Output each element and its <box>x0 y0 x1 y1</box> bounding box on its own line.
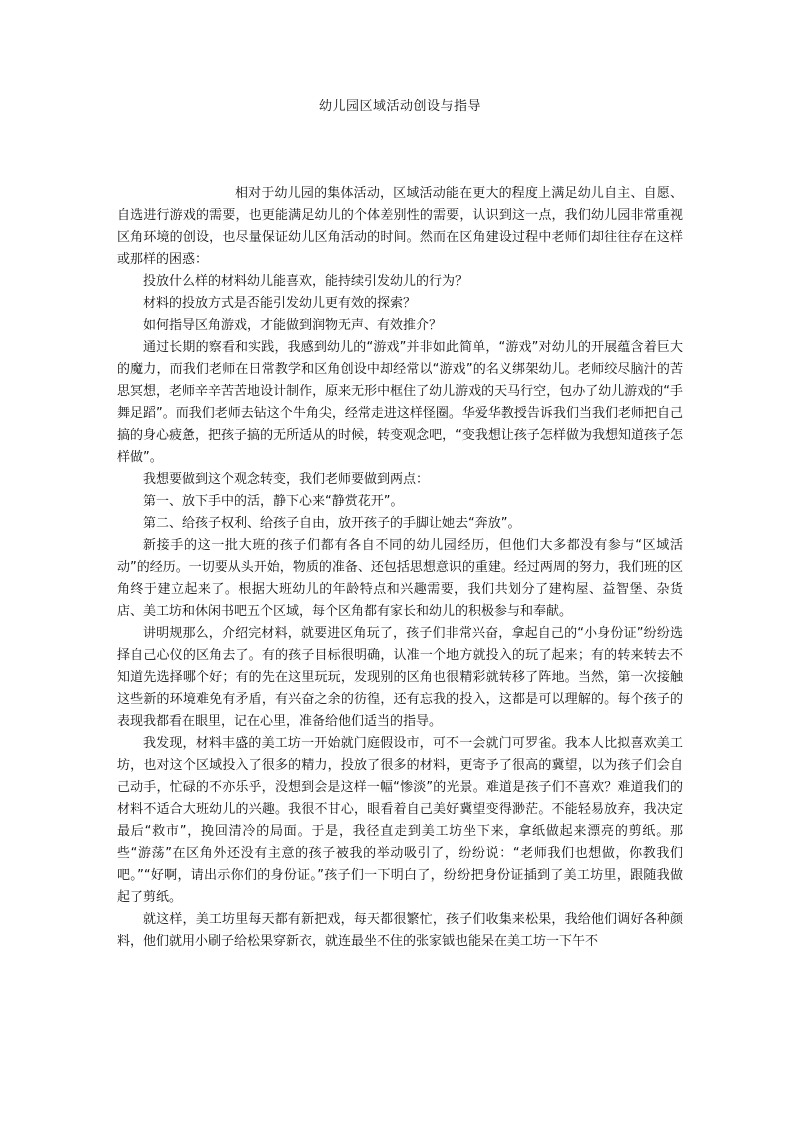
paragraph-point-2: 第二、给孩子权利、给孩子自由，放开孩子的手脚让她去“奔放”。 <box>143 516 521 531</box>
paragraph-point-1: 第一、放下手中的活，静下心来“静赏花开”。 <box>143 494 404 509</box>
paragraph-new-class: 新接手的这一批大班的孩子们都有各自不同的幼儿园经历，但他们大多都没有参与“区域活动”的经历。一切要从头开始，物质的准备、还包括思想意识的重建。经过两周的努力，我们班的区角终于建立起来了。根据大班幼儿的年龄特点和兴趣需要，我们共划分了建构屋、益智堡、杂货店、美工坊和休闲书吧五个区域，每个区角都有家长和幼儿的积极参与和奉献。 <box>117 538 683 619</box>
paragraph-daily: 就这样，美工坊里每天都有新把戏，每天都很繁忙，孩子们收集来松果，我给他们调好各种颜料，他们就用小刷子给松果穿新衣，就连最坐不住的张家钺也能呆在美工坊一下午不 <box>117 912 683 949</box>
paragraph-observation: 通过长期的察看和实践，我感到幼儿的“游戏”并非如此简单，“游戏”对幼儿的开展蕴含着巨大的魔力，而我们老师在日常教学和区角创设中却经常以“游戏”的名义绑架幼儿。老师绞尽脑汁的苦思冥想，老师辛辛苦苦地设计制作，原来无形中框住了幼儿游戏的天马行空，包办了幼儿游戏的“手舞足蹈”。而我们老师去钻这个牛角尖，经常走进这样怪圈。华爱华教授告诉我们当我们老师把自己搞的身心疲惫，把孩子搞的无所适从的时候，转变观念吧，“变我想让孩子怎样做为我想知道孩子怎样做”。 <box>117 340 683 465</box>
paragraph-rules: 讲明规那么，介绍完材料，就要进区角玩了，孩子们非常兴奋，拿起自己的“小身份证”纷纷选择自己心仪的区角去了。有的孩子目标很明确，认准一个地方就投入的玩了起来；有的转来转去不知道先选择哪个好；有的先在这里玩玩，发现别的区角也很精彩就转移了阵地。当然，第一次接触这些新的环境难免有矛盾，有兴奋之余的彷徨，还有忘我的投入，这都是可以理解的。每个孩子的表现我都看在眼里，记在心里，准备给他们适当的指导。 <box>117 626 683 729</box>
paragraph-question-1: 投放什么样的材料幼儿能喜欢，能持续引发幼儿的行为？ <box>143 274 469 289</box>
paragraph-question-3: 如何指导区角游戏，才能做到润物无声、有效推介？ <box>143 318 443 333</box>
paragraph-two-points: 我想要做到这个观念转变，我们老师要做到两点： <box>143 472 430 487</box>
document-title: 幼儿园区域活动创设与指导 <box>318 99 481 114</box>
paragraph-intro: 相对于幼儿园的集体活动，区域活动能在更大的程度上满足幼儿自主、自愿、自选进行游戏的需要，也更能满足幼儿的个体差别性的需要，认识到这一点，我们幼儿园非常重视区角环境的创设，也尽量保证幼儿区角活动的时间。然而在区角建设过程中老师们却往往存在这样或那样的困惑： <box>117 186 683 267</box>
paragraph-question-2: 材料的投放方式是否能引发幼儿更有效的探索？ <box>143 296 417 311</box>
paragraph-art-corner: 我发现，材料丰盛的美工坊一开始就门庭假设市，可不一会就门可罗雀。我本人比拟喜欢美工坊，也对这个区域投入了很多的精力，投放了很多的材料，更寄予了很高的冀望，以为孩子们会自己动手，忙碌的不亦乐乎，没想到会是这样一幅“惨淡”的光景。难道是孩子们不喜欢？难道我们的材料不适合大班幼儿的兴趣。我很不甘心，眼看着自己美好冀望变得渺茫。不能轻易放弃，我决定最后“救市”，挽回清冷的局面。于是，我径直走到美工坊坐下来，拿纸做起来漂亮的剪纸。那些“游荡”在区角外还没有主意的孩子被我的举动吸引了，纷纷说：“老师我们也想做，你教我们吧。”“好啊，请出示你们的身份证。”孩子们一下明白了，纷纷把身份证插到了美工坊里，跟随我做起了剪纸。 <box>117 736 683 905</box>
document-body <box>117 183 683 953</box>
